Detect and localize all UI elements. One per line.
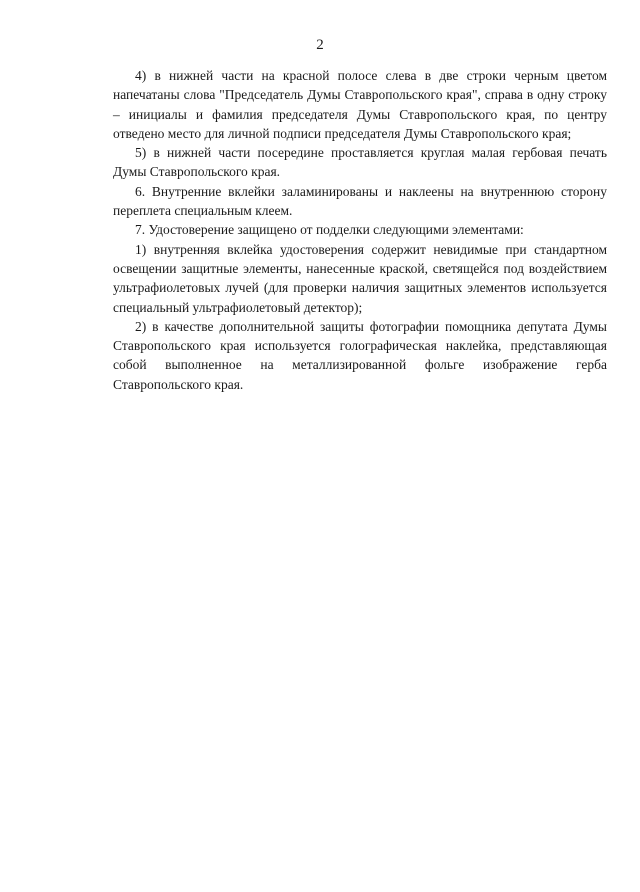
paragraph-6-inserts: 6. Внутренние вклейки заламинированы и наклеены на внутреннюю сторону переплета специальным клеем. [113, 183, 607, 219]
document-body [113, 66, 607, 394]
paragraph-protection-item-2-hologram: 2) в качестве дополнительной защиты фотографии помощника депутата Думы Ставропольского края используется голографическая наклейка, представляющая собой выполненное на металлизированной фольге изображение герба Ставропольского края. [113, 318, 607, 392]
paragraph-item-5-seal: 5) в нижней части посередине проставляется круглая малая гербовая печать Думы Ставропольского края. [113, 145, 607, 180]
paragraph-item-4-red-stripe: 4) в нижней части на красной полосе слева в две строки черным цветом напечатаны слова "Председатель Думы Ставропольского края", справа в одну строку – инициалы и фамилия председателя Думы Ставропольского края, по центру отведено место для личной подписи председателя Думы Ставропольского края; [113, 68, 607, 141]
paragraph-protection-item-1-uv: 1) внутренняя вклейка удостоверения содержит невидимые при стандартном освещении защитные элементы, нанесенные краской, светящейся под воздействием ультрафиолетовых лучей (для проверки наличия защитных элементов используется специальный ультрафиолетовый детектор); [113, 241, 607, 315]
page-number: 2 [316, 37, 324, 53]
paragraph-7-protection: 7. Удостоверение защищено от подделки следующими элементами: [135, 222, 524, 238]
